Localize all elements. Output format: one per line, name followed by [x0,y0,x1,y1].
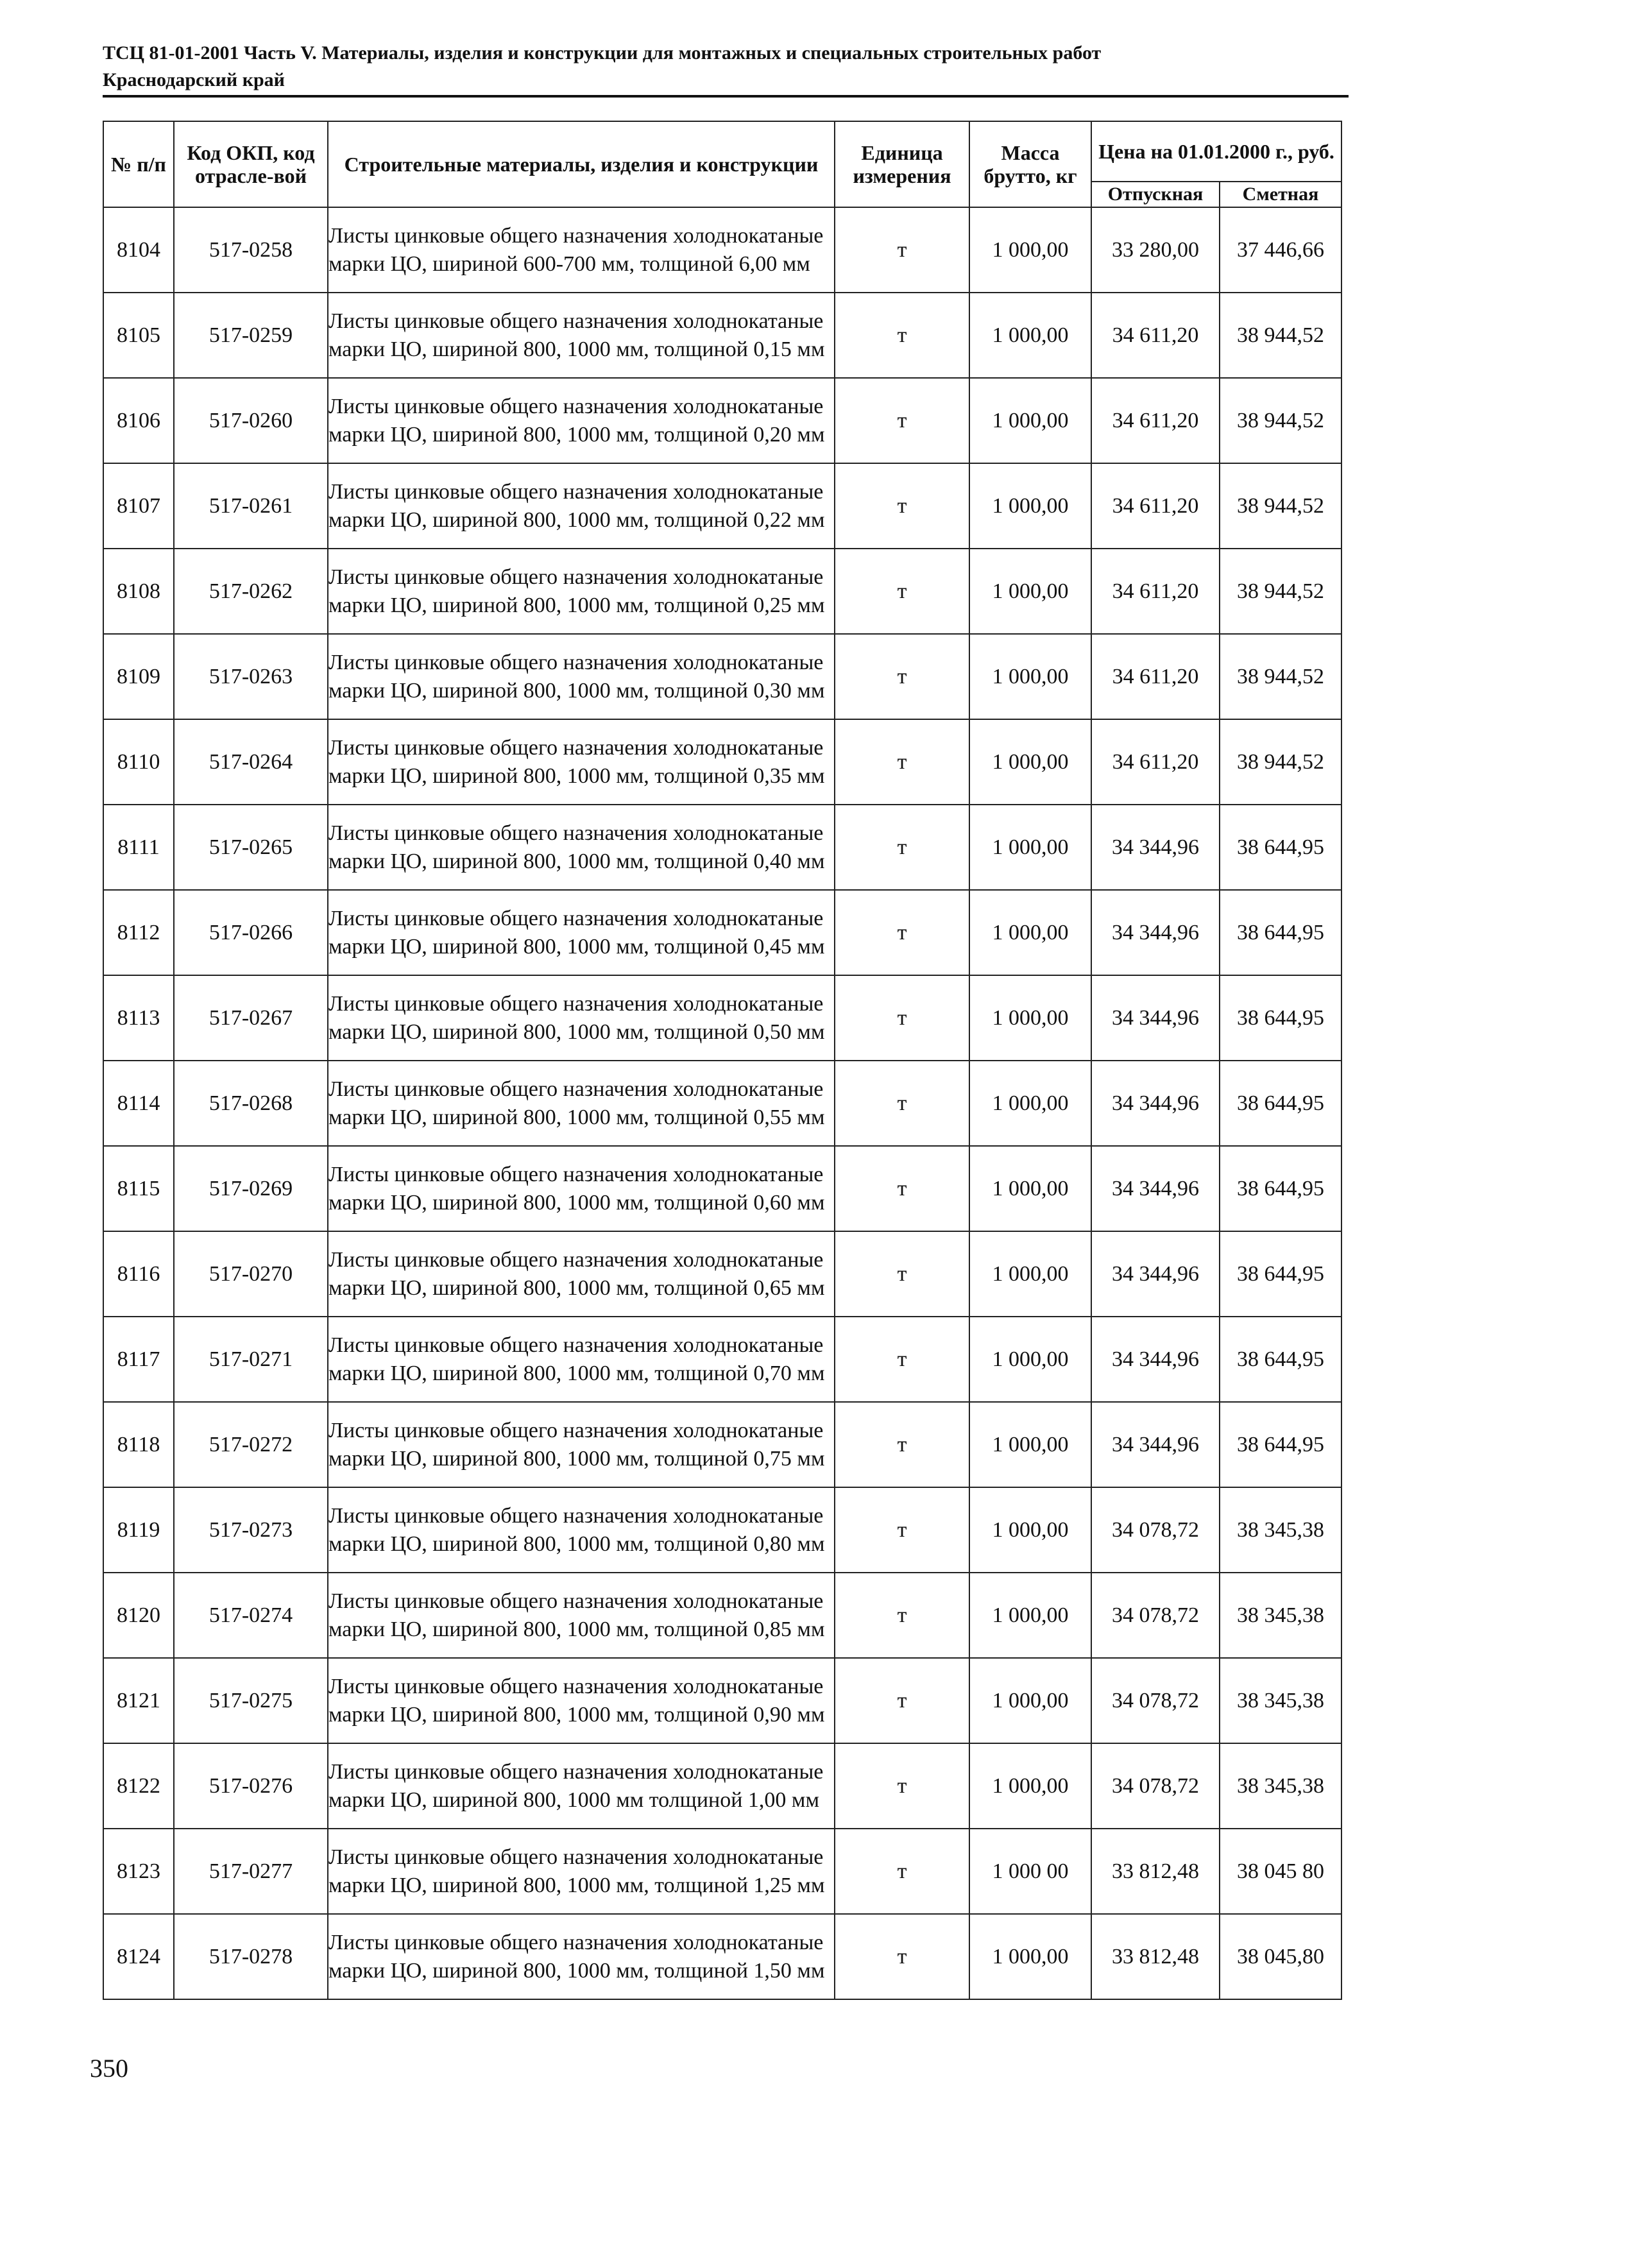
row-mass: 1 000,00 [969,1573,1091,1658]
row-description: Листы цинковые общего назначения холоднокатаные марки ЦО, шириной 800, 1000 мм, толщиной 0,85 мм [328,1573,835,1658]
row-mass: 1 000,00 [969,378,1091,463]
row-price-release: 33 812,48 [1091,1829,1220,1914]
page-number: 350 [90,2054,128,2083]
row-unit: т [835,1914,969,1999]
row-price-release: 34 611,20 [1091,634,1220,719]
table-body [103,207,1341,1999]
row-unit: т [835,805,969,890]
row-description: Листы цинковые общего назначения холоднокатаные марки ЦО, шириной 800, 1000 мм, толщиной 0,50 мм [328,975,835,1061]
table-row [103,549,1341,634]
col-header-price-release: Отпускная [1091,182,1220,207]
row-description: Листы цинковые общего назначения холоднокатаные марки ЦО, шириной 800, 1000 мм, толщиной 0,65 мм [328,1231,835,1317]
row-mass: 1 000,00 [969,1317,1091,1402]
row-price-release: 34 078,72 [1091,1573,1220,1658]
row-price-estimate: 38 644,95 [1220,805,1341,890]
row-unit: т [835,975,969,1061]
row-unit: т [835,549,969,634]
row-description: Листы цинковые общего назначения холоднокатаные марки ЦО, шириной 600-700 мм, толщиной 6,00 мм [328,207,835,293]
row-price-estimate: 38 944,52 [1220,293,1341,378]
row-number: 8124 [103,1914,174,1999]
row-price-release: 33 280,00 [1091,207,1220,293]
row-price-release: 34 344,96 [1091,1061,1220,1146]
row-unit: т [835,378,969,463]
row-number: 8122 [103,1743,174,1829]
row-unit: т [835,1487,969,1573]
row-description: Листы цинковые общего назначения холоднокатаные марки ЦО, шириной 800, 1000 мм, толщиной 0,20 мм [328,378,835,463]
row-description: Листы цинковые общего назначения холоднокатаные марки ЦО, шириной 800, 1000 мм, толщиной 0,75 мм [328,1402,835,1487]
row-price-estimate: 37 446,66 [1220,207,1341,293]
row-unit: т [835,634,969,719]
row-number: 8107 [103,463,174,549]
row-code: 517-0273 [174,1487,328,1573]
row-price-estimate: 38 644,95 [1220,975,1341,1061]
row-price-release: 34 078,72 [1091,1487,1220,1573]
row-price-release: 34 611,20 [1091,549,1220,634]
row-price-release: 34 078,72 [1091,1743,1220,1829]
row-code: 517-0266 [174,890,328,975]
row-number: 8105 [103,293,174,378]
price-table [103,121,1342,2000]
row-unit: т [835,719,969,805]
row-code: 517-0264 [174,719,328,805]
col-header-num: № п/п [103,121,174,207]
row-code: 517-0263 [174,634,328,719]
row-description: Листы цинковые общего назначения холоднокатаные марки ЦО, шириной 800, 1000 мм, толщиной 0,40 мм [328,805,835,890]
row-price-release: 34 611,20 [1091,719,1220,805]
row-price-release: 34 344,96 [1091,890,1220,975]
row-number: 8121 [103,1658,174,1743]
row-mass: 1 000,00 [969,549,1091,634]
row-number: 8123 [103,1829,174,1914]
row-unit: т [835,1573,969,1658]
row-price-estimate: 38 345,38 [1220,1743,1341,1829]
row-price-release: 34 344,96 [1091,975,1220,1061]
row-number: 8112 [103,890,174,975]
row-mass: 1 000,00 [969,1231,1091,1317]
row-number: 8106 [103,378,174,463]
row-number: 8114 [103,1061,174,1146]
row-price-estimate: 38 944,52 [1220,378,1341,463]
table-row [103,975,1341,1061]
table-row [103,634,1341,719]
row-code: 517-0272 [174,1402,328,1487]
row-unit: т [835,1829,969,1914]
row-unit: т [835,890,969,975]
row-description: Листы цинковые общего назначения холоднокатаные марки ЦО, шириной 800, 1000 мм, толщиной 0,30 мм [328,634,835,719]
table-row [103,1231,1341,1317]
row-price-estimate: 38 644,95 [1220,890,1341,975]
col-header-desc: Строительные материалы, изделия и конструкции [328,121,835,207]
row-price-release: 34 344,96 [1091,1146,1220,1231]
row-description: Листы цинковые общего назначения холоднокатаные марки ЦО, шириной 800, 1000 мм, толщиной 0,90 мм [328,1658,835,1743]
row-unit: т [835,463,969,549]
row-mass: 1 000,00 [969,719,1091,805]
table-row [103,1317,1341,1402]
table-row [103,719,1341,805]
row-unit: т [835,1743,969,1829]
row-mass: 1 000,00 [969,1487,1091,1573]
row-price-release: 34 611,20 [1091,293,1220,378]
row-mass: 1 000,00 [969,1914,1091,1999]
row-number: 8104 [103,207,174,293]
row-description: Листы цинковые общего назначения холоднокатаные марки ЦО, шириной 800, 1000 мм, толщиной 0,15 мм [328,293,835,378]
row-number: 8109 [103,634,174,719]
row-unit: т [835,1317,969,1402]
table-row [103,1658,1341,1743]
row-price-release: 34 611,20 [1091,463,1220,549]
row-mass: 1 000,00 [969,463,1091,549]
row-code: 517-0274 [174,1573,328,1658]
row-mass: 1 000,00 [969,634,1091,719]
row-number: 8110 [103,719,174,805]
row-description: Листы цинковые общего назначения холоднокатаные марки ЦО, шириной 800, 1000 мм, толщиной 0,45 мм [328,890,835,975]
row-mass: 1 000,00 [969,1402,1091,1487]
row-price-estimate: 38 644,95 [1220,1317,1341,1402]
row-unit: т [835,1658,969,1743]
table-row [103,293,1341,378]
row-price-estimate: 38 944,52 [1220,463,1341,549]
table-row [103,1914,1341,1999]
row-price-estimate: 38 944,52 [1220,719,1341,805]
row-unit: т [835,1231,969,1317]
row-price-release: 34 344,96 [1091,1231,1220,1317]
row-description: Листы цинковые общего назначения холоднокатаные марки ЦО, шириной 800, 1000 мм, толщиной 0,70 мм [328,1317,835,1402]
row-description: Листы цинковые общего назначения холоднокатаные марки ЦО, шириной 800, 1000 мм, толщиной 0,55 мм [328,1061,835,1146]
row-number: 8116 [103,1231,174,1317]
row-mass: 1 000 00 [969,1829,1091,1914]
row-price-estimate: 38 644,95 [1220,1402,1341,1487]
row-number: 8118 [103,1402,174,1487]
row-description: Листы цинковые общего назначения холоднокатаные марки ЦО, шириной 800, 1000 мм, толщиной 1,50 мм [328,1914,835,1999]
page-header [103,40,1347,94]
row-description: Листы цинковые общего назначения холоднокатаные марки ЦО, шириной 800, 1000 мм толщиной 1,00 мм [328,1743,835,1829]
row-mass: 1 000,00 [969,1061,1091,1146]
row-price-estimate: 38 345,38 [1220,1573,1341,1658]
row-mass: 1 000,00 [969,975,1091,1061]
row-price-release: 34 611,20 [1091,378,1220,463]
table-row [103,463,1341,549]
row-mass: 1 000,00 [969,890,1091,975]
row-price-estimate: 38 944,52 [1220,634,1341,719]
row-mass: 1 000,00 [969,1658,1091,1743]
row-price-estimate: 38 345,38 [1220,1658,1341,1743]
row-code: 517-0258 [174,207,328,293]
table-row [103,1487,1341,1573]
row-code: 517-0276 [174,1743,328,1829]
header-title: ТСЦ 81-01-2001 Часть V. Материалы, изделия и конструкции для монтажных и специальных строительных работ [103,42,1102,64]
row-mass: 1 000,00 [969,1146,1091,1231]
row-price-estimate: 38 045,80 [1220,1914,1341,1999]
table-row [103,1743,1341,1829]
row-number: 8117 [103,1317,174,1402]
row-price-estimate: 38 644,95 [1220,1146,1341,1231]
table-row [103,1146,1341,1231]
row-mass: 1 000,00 [969,805,1091,890]
row-price-release: 34 344,96 [1091,805,1220,890]
row-code: 517-0268 [174,1061,328,1146]
col-header-price-group: Цена на 01.01.2000 г., руб. [1091,121,1341,182]
table-row [103,1402,1341,1487]
row-code: 517-0262 [174,549,328,634]
col-header-code: Код ОКП, код отрасле-вой [174,121,328,207]
row-code: 517-0271 [174,1317,328,1402]
row-price-release: 34 078,72 [1091,1658,1220,1743]
row-number: 8119 [103,1487,174,1573]
row-code: 517-0261 [174,463,328,549]
row-unit: т [835,293,969,378]
row-code: 517-0260 [174,378,328,463]
row-description: Листы цинковые общего назначения холоднокатаные марки ЦО, шириной 800, 1000 мм, толщиной 0,60 мм [328,1146,835,1231]
header-region: Краснодарский край [103,69,285,90]
row-unit: т [835,1402,969,1487]
row-code: 517-0259 [174,293,328,378]
header-divider [103,95,1349,98]
row-description: Листы цинковые общего назначения холоднокатаные марки ЦО, шириной 800, 1000 мм, толщиной 1,25 мм [328,1829,835,1914]
row-mass: 1 000,00 [969,207,1091,293]
row-code: 517-0270 [174,1231,328,1317]
row-description: Листы цинковые общего назначения холоднокатаные марки ЦО, шириной 800, 1000 мм, толщиной 0,35 мм [328,719,835,805]
table-row [103,378,1341,463]
row-unit: т [835,1146,969,1231]
row-price-estimate: 38 644,95 [1220,1231,1341,1317]
row-code: 517-0267 [174,975,328,1061]
table-header-row [103,121,1341,182]
row-price-release: 34 344,96 [1091,1402,1220,1487]
row-mass: 1 000,00 [969,293,1091,378]
row-code: 517-0275 [174,1658,328,1743]
row-number: 8108 [103,549,174,634]
row-price-release: 34 344,96 [1091,1317,1220,1402]
row-price-estimate: 38 944,52 [1220,549,1341,634]
row-code: 517-0265 [174,805,328,890]
row-price-estimate: 38 345,38 [1220,1487,1341,1573]
row-code: 517-0278 [174,1914,328,1999]
row-price-estimate: 38 644,95 [1220,1061,1341,1146]
table-row [103,890,1341,975]
row-number: 8111 [103,805,174,890]
row-description: Листы цинковые общего назначения холоднокатаные марки ЦО, шириной 800, 1000 мм, толщиной 0,80 мм [328,1487,835,1573]
row-price-estimate: 38 045 80 [1220,1829,1341,1914]
col-header-unit: Единица измерения [835,121,969,207]
table-row [103,207,1341,293]
row-description: Листы цинковые общего назначения холоднокатаные марки ЦО, шириной 800, 1000 мм, толщиной 0,22 мм [328,463,835,549]
row-mass: 1 000,00 [969,1743,1091,1829]
row-description: Листы цинковые общего назначения холоднокатаные марки ЦО, шириной 800, 1000 мм, толщиной 0,25 мм [328,549,835,634]
col-header-mass: Масса брутто, кг [969,121,1091,207]
table-row [103,1829,1341,1914]
row-code: 517-0277 [174,1829,328,1914]
row-unit: т [835,1061,969,1146]
row-price-release: 33 812,48 [1091,1914,1220,1999]
col-header-price-estimate: Сметная [1220,182,1341,207]
table-row [103,1061,1341,1146]
table-row [103,1573,1341,1658]
table-row [103,805,1341,890]
row-number: 8120 [103,1573,174,1658]
row-number: 8113 [103,975,174,1061]
row-code: 517-0269 [174,1146,328,1231]
row-unit: т [835,207,969,293]
row-number: 8115 [103,1146,174,1231]
